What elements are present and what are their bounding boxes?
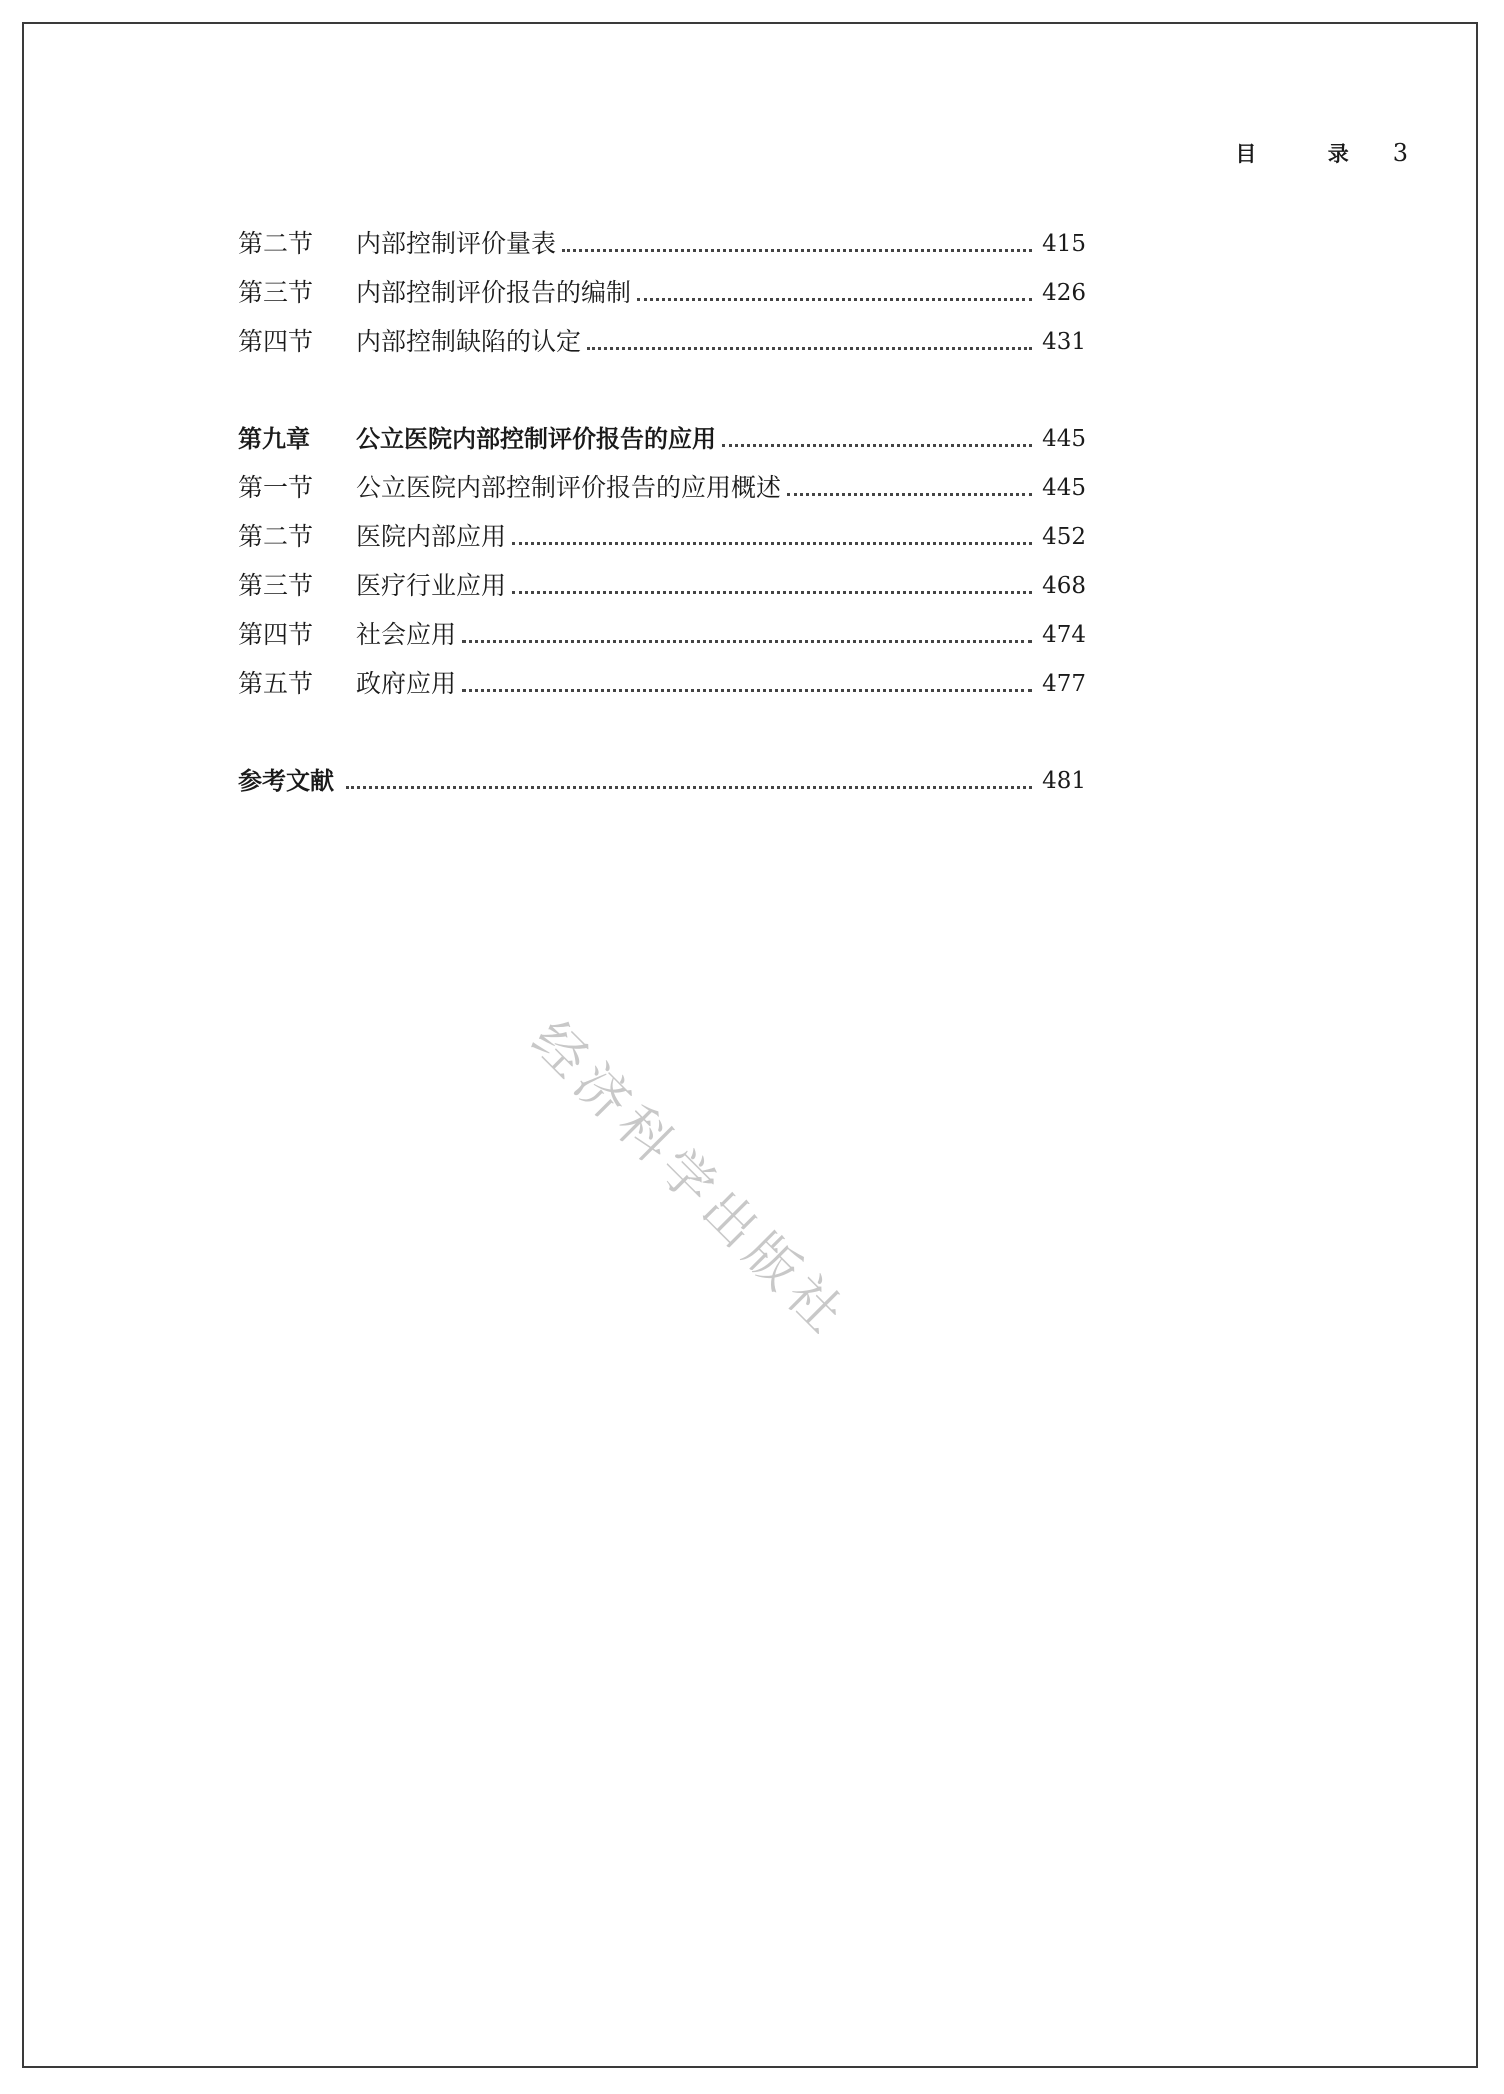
toc-entry-label: 第二节 (238, 229, 314, 258)
toc-entry-title: 内部控制评价报告的编制 (356, 278, 632, 307)
toc-group-references (238, 751, 1086, 800)
toc-entry[interactable] (238, 214, 1086, 263)
dot-leader (512, 591, 1032, 594)
references-page: 481 (1042, 768, 1086, 794)
toc-entry[interactable] (238, 507, 1086, 556)
toc-entry-label: 第四节 (238, 620, 314, 649)
table-of-contents (238, 214, 1086, 848)
toc-entry-page: 477 (1042, 671, 1086, 697)
dot-leader (787, 493, 1032, 496)
toc-entry-page: 445 (1042, 475, 1086, 501)
header-page-number: 3 (1392, 139, 1408, 167)
header-title: 目 录 (1235, 142, 1381, 166)
dot-leader (462, 640, 1032, 643)
toc-chapter-heading[interactable] (238, 409, 1086, 458)
toc-group-chapter-8-tail (238, 214, 1086, 361)
dot-leader (462, 689, 1032, 692)
toc-entry-page: 431 (1042, 329, 1086, 355)
toc-entry-title: 医疗行业应用 (356, 571, 507, 600)
running-header (1235, 138, 1408, 168)
dot-leader (562, 249, 1032, 252)
toc-entry-title: 政府应用 (356, 669, 457, 698)
toc-entry-title: 社会应用 (356, 620, 457, 649)
chapter-page: 445 (1042, 426, 1086, 452)
toc-entry[interactable] (238, 654, 1086, 703)
toc-entry-title: 公立医院内部控制评价报告的应用概述 (356, 473, 782, 502)
toc-entry-page: 452 (1042, 524, 1086, 550)
toc-references[interactable] (238, 751, 1086, 800)
toc-entry-label: 第三节 (238, 571, 314, 600)
toc-entry-label: 第一节 (238, 473, 314, 502)
references-label: 参考文献 (238, 767, 334, 795)
toc-entry-page: 468 (1042, 573, 1086, 599)
toc-entry[interactable] (238, 556, 1086, 605)
toc-entry-page: 426 (1042, 280, 1086, 306)
toc-group-chapter-9 (238, 409, 1086, 703)
publisher-watermark: 经济科学出版社 (519, 1010, 860, 1350)
dot-leader (637, 298, 1032, 301)
chapter-label: 第九章 (238, 425, 310, 453)
toc-entry-label: 第五节 (238, 669, 314, 698)
dot-leader (587, 347, 1032, 350)
toc-entry[interactable] (238, 458, 1086, 507)
dot-leader (512, 542, 1032, 545)
toc-entry-title: 内部控制评价量表 (356, 229, 557, 258)
toc-entry[interactable] (238, 605, 1086, 654)
toc-entry-title: 内部控制缺陷的认定 (356, 327, 582, 356)
toc-entry-label: 第二节 (238, 522, 314, 551)
toc-entry-title: 医院内部应用 (356, 522, 507, 551)
toc-entry[interactable] (238, 263, 1086, 312)
toc-entry-label: 第三节 (238, 278, 314, 307)
toc-entry-page: 474 (1042, 622, 1086, 648)
toc-entry[interactable] (238, 312, 1086, 361)
dot-leader (346, 786, 1032, 789)
toc-entry-page: 415 (1042, 231, 1086, 257)
toc-entry-label: 第四节 (238, 327, 314, 356)
chapter-title: 公立医院内部控制评价报告的应用 (356, 425, 716, 453)
dot-leader (722, 444, 1032, 447)
